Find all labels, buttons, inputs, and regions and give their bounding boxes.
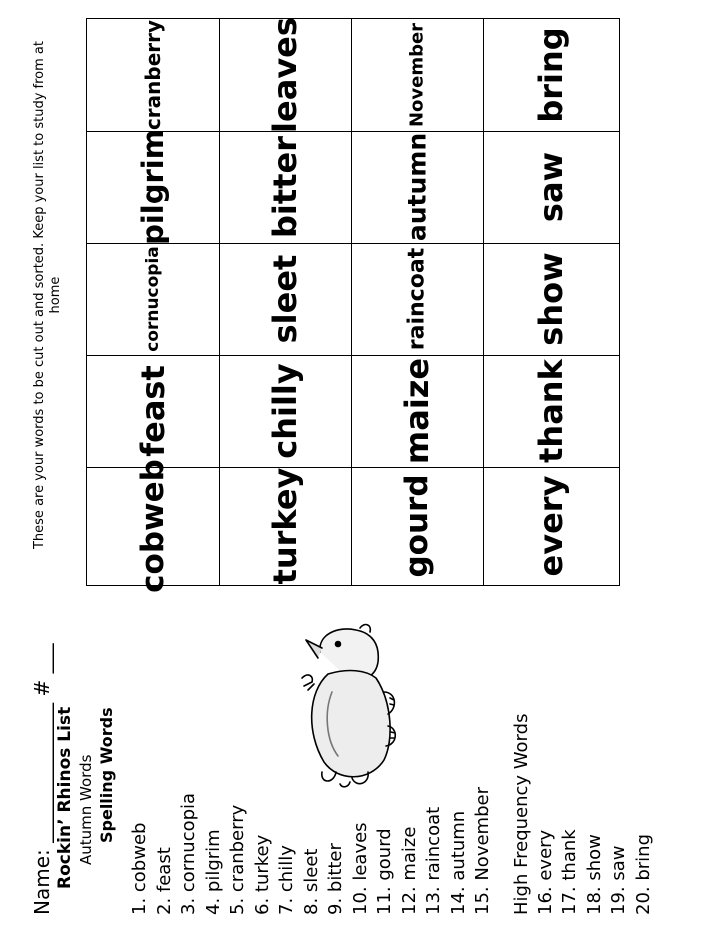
word-card-label: cranberry [141, 19, 165, 131]
instructions-line-1: These are your words to be cut out and sorted. Keep your list to study from at [32, 41, 47, 550]
list-item: 1. cobweb [129, 822, 150, 915]
word-card-label: bring [532, 27, 570, 123]
list-item: 2. feast [153, 847, 175, 915]
list-item: 17. thank [559, 829, 580, 915]
word-card[interactable] [87, 19, 219, 131]
list-title: Rockin’ Rhinos List [55, 706, 75, 889]
word-card-label: bitter [266, 136, 304, 238]
word-card-label: chilly [266, 363, 304, 459]
rhino-icon [298, 622, 398, 790]
word-card-label: turkey [266, 467, 304, 585]
word-card-label: autumn [402, 132, 432, 242]
list-item: 10. leaves [349, 822, 371, 915]
word-card[interactable] [87, 243, 219, 355]
list-item: 6. turkey [251, 834, 273, 915]
list-item: 3. cornucopia [178, 792, 199, 915]
word-card-label: leaves [266, 17, 304, 133]
word-card[interactable] [87, 131, 219, 243]
high-frequency-heading: High Frequency Words [510, 713, 532, 915]
word-card[interactable] [351, 355, 483, 467]
list-item: 14. autumn [447, 810, 469, 915]
list-item: 13. raincoat [423, 806, 444, 915]
list-item: 16. every [534, 829, 556, 915]
list-item: 8. sleet [300, 848, 322, 915]
word-card[interactable] [219, 467, 351, 585]
list-item: 4. pilgrim [202, 829, 224, 915]
word-grid [86, 17, 620, 593]
word-card-label: pilgrim [136, 129, 170, 245]
word-card-label: feast [134, 365, 172, 457]
word-card-label: gourd [399, 474, 435, 578]
word-card[interactable] [351, 243, 483, 355]
word-card-label: maize [398, 357, 436, 465]
list-item: 18. show [583, 834, 605, 915]
word-card-label: November [406, 22, 428, 128]
list-item: 11. gourd [374, 828, 395, 915]
word-card[interactable] [351, 131, 483, 243]
word-card[interactable] [219, 355, 351, 467]
word-card-label: cobweb [135, 459, 171, 593]
word-card-label: show [532, 252, 570, 346]
word-card[interactable] [483, 131, 619, 243]
word-card-label: thank [532, 359, 570, 463]
list-item: 15. November [472, 787, 493, 915]
word-card[interactable] [351, 19, 483, 131]
word-card[interactable] [219, 19, 351, 131]
name-line: Name: ______________ # ___ [30, 643, 54, 915]
list-item: 9. bitter [325, 843, 346, 915]
word-card[interactable] [87, 459, 219, 593]
word-card-label: cornucopia [143, 246, 163, 352]
instructions-line-2: home [48, 276, 63, 314]
list-item: 19. saw [608, 845, 629, 915]
list-item: 7. chilly [276, 845, 297, 915]
list-subtitle: Autumn Words [77, 754, 95, 865]
list-item: 5. cranberry [227, 804, 248, 915]
list-item: 12. maize [398, 826, 420, 915]
word-card[interactable] [351, 467, 483, 585]
word-card-label: raincoat [404, 247, 430, 351]
word-card[interactable] [483, 467, 619, 585]
word-card-label: saw [532, 151, 570, 223]
word-card[interactable] [483, 243, 619, 355]
list-item: 20. bring [632, 833, 654, 915]
word-card[interactable] [87, 355, 219, 467]
spelling-words-heading: Spelling Words [97, 707, 116, 843]
word-card[interactable] [219, 131, 351, 243]
word-card[interactable] [483, 355, 619, 467]
word-card-label: sleet [266, 254, 304, 344]
instructions [32, 15, 64, 575]
word-card[interactable] [219, 243, 351, 355]
word-card-label: every [532, 475, 570, 577]
word-card[interactable] [483, 19, 619, 131]
